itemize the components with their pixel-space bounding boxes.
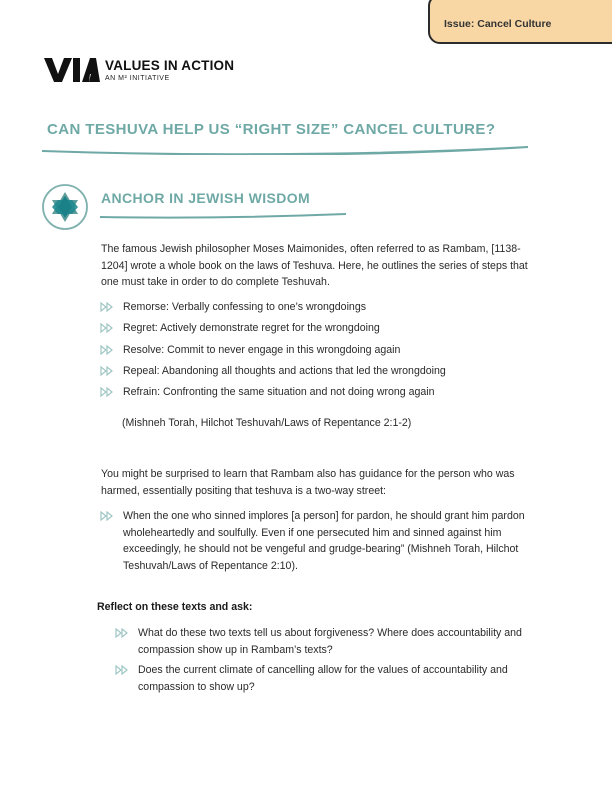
- second-paragraph: You might be surprised to learn that Rambam also has guidance for the person who was harmed, essentially positing that teshuva is a two-way street:: [101, 468, 515, 497]
- step-text: Refrain: Confronting the same situation and not doing wrong again: [123, 386, 435, 399]
- via-logo-mark: [44, 58, 100, 82]
- teshuva-steps-list: [100, 299, 540, 405]
- logo-name: VALUES IN ACTION: [105, 57, 235, 73]
- double-chevron-icon: [100, 511, 115, 521]
- step-text: Resolve: Commit to never engage in this wrongdoing again: [123, 343, 401, 356]
- double-chevron-icon: [100, 387, 115, 397]
- reflect-questions-list: [115, 625, 535, 699]
- question-text: Does the current climate of cancelling allow for the values of accountability and compassion to show up?: [138, 664, 508, 693]
- logo: [44, 58, 234, 82]
- reflect-heading: Reflect on these texts and ask:: [97, 601, 253, 613]
- step-text: Repeal: Abandoning all thoughts and actions that led the wrongdoing: [123, 364, 446, 377]
- issue-tab: [428, 0, 612, 44]
- section-underline-swash: [98, 210, 348, 220]
- star-of-david-icon: [41, 183, 89, 231]
- list-item: [100, 299, 540, 316]
- section-title: ANCHOR IN JEWISH WISDOM: [101, 190, 311, 206]
- list-item: [100, 342, 540, 359]
- page-title: CAN TESHUVA HELP US “RIGHT SIZE” CANCEL CULTURE?: [47, 121, 496, 138]
- step-text: Regret: Actively demonstrate regret for the wrongdoing: [123, 322, 380, 335]
- intro-paragraph: The famous Jewish philosopher Moses Maimonides, often referred to as Rambam, [1138-1204] wrote a whole book on the laws of Teshuva. Here, he outlines the series of steps that one must take in order to do complete Teshuvah.: [101, 243, 528, 288]
- double-chevron-icon: [115, 665, 130, 675]
- logo-subtitle: AN M² INITIATIVE: [105, 74, 170, 82]
- quote-text: When the one who sinned implores [a person] for pardon, he should grant him pardon wholeheartedly and soulfully. Even if one persecuted him and sinned against him exceedingly, he should not be vengeful and grudge-bearing” (Mishneh Torah, Hilchot Teshuvah/Laws of Repentance 2:10).: [123, 510, 525, 572]
- title-underline-swash: [40, 143, 530, 155]
- issue-label: Issue: Cancel Culture: [444, 18, 552, 30]
- double-chevron-icon: [100, 366, 115, 376]
- double-chevron-icon: [100, 302, 115, 312]
- double-chevron-icon: [115, 628, 130, 638]
- quote-list: [100, 508, 530, 574]
- list-item: [115, 662, 535, 695]
- double-chevron-icon: [100, 323, 115, 333]
- list-item: [115, 625, 535, 658]
- list-item: [100, 320, 540, 337]
- list-item: [100, 384, 540, 401]
- double-chevron-icon: [100, 345, 115, 355]
- step-text: Remorse: Verbally confessing to one’s wrongdoings: [123, 301, 367, 313]
- list-item: [100, 508, 530, 574]
- steps-citation: (Mishneh Torah, Hilchot Teshuvah/Laws of Repentance 2:1-2): [122, 417, 412, 429]
- question-text: What do these two texts tell us about forgiveness? Where does accountability and compassion show up in Rambam’s texts?: [138, 627, 522, 656]
- list-item: [100, 363, 540, 380]
